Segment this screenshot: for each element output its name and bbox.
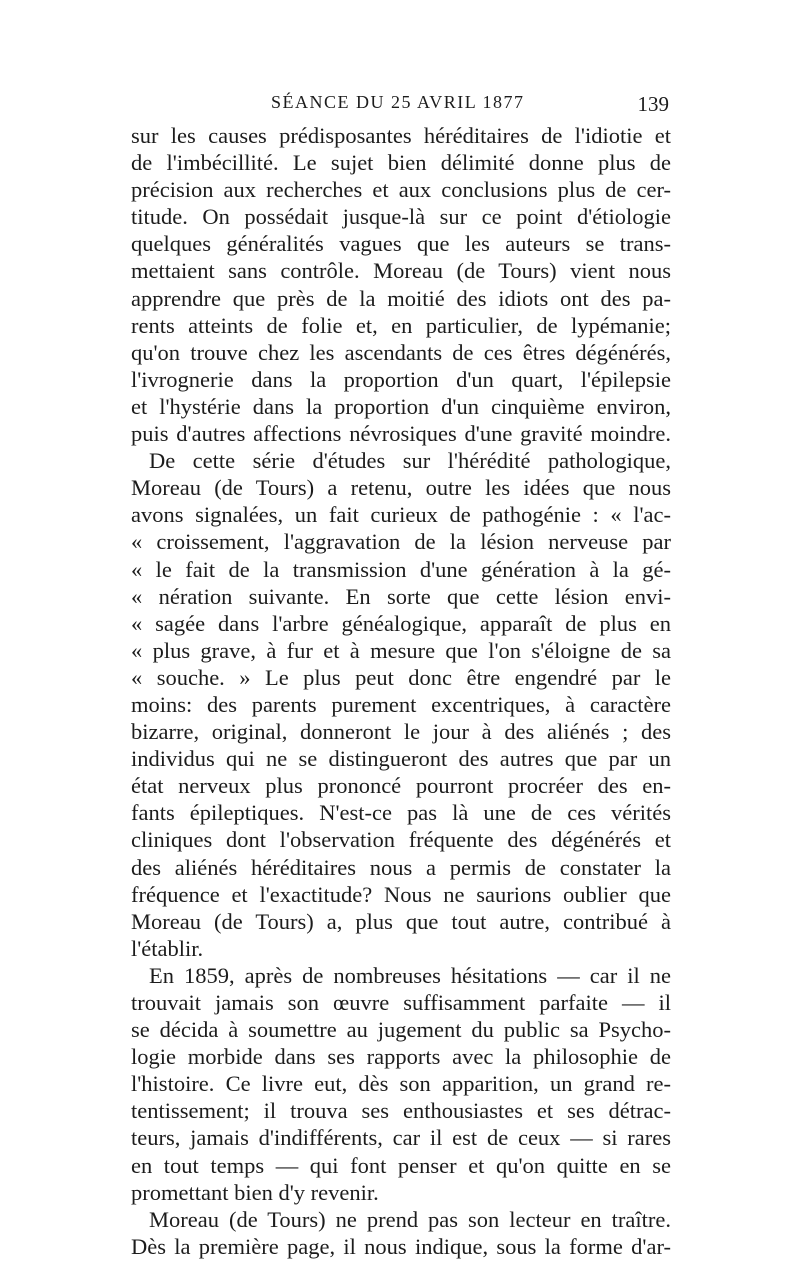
text-line: logie morbide dans ses rapports avec la philosophie de (131, 1044, 671, 1070)
text-line: l'histoire. Ce livre eut, dès son apparition, un grand re- (131, 1071, 671, 1097)
text-line: cliniques dont l'observation fréquente des dégénérés et (131, 827, 671, 853)
page-number: 139 (637, 92, 669, 116)
text-line: « plus grave, à fur et à mesure que l'on s'éloigne de sa (131, 637, 671, 663)
text-line: « croissement, l'aggravation de la lésion nerveuse par (131, 529, 671, 555)
text-line: et l'hystérie dans la proportion d'un cinquième environ, (131, 393, 671, 419)
body-text (131, 122, 671, 1260)
text-line: se décida à soumettre au jugement du public sa Psycho- (131, 1017, 671, 1043)
text-line: en tout temps — qui font penser et qu'on quitte en se (131, 1152, 671, 1178)
text-line: des aliénés héréditaires nous a permis de constater la (131, 854, 671, 880)
text-line: teurs, jamais d'indifférents, car il est de ceux — si rares (131, 1125, 671, 1151)
text-line: état nerveux plus prononcé pourront procréer des en- (131, 773, 671, 799)
text-line: Dès la première page, il nous indique, sous la forme d'ar- (131, 1233, 671, 1259)
text-line: De cette série d'études sur l'hérédité pathologique, (149, 448, 671, 474)
text-line: individus qui ne se distingueront des autres que par un (131, 746, 671, 772)
text-line: précision aux recherches et aux conclusions plus de cer- (131, 177, 671, 203)
text-line: « nération suivante. En sorte que cette lésion envi- (131, 583, 671, 609)
text-line: « le fait de la transmission d'une génération à la gé- (131, 556, 671, 582)
text-line: moins: des parents purement excentriques, à caractère (131, 691, 671, 717)
text-line: tentissement; il trouva ses enthousiastes et ses détrac- (131, 1098, 671, 1124)
text-line: bizarre, original, donneront le jour à des aliénés ; des (131, 719, 671, 745)
text-line: avons signalées, un fait curieux de pathogénie : « l'ac- (131, 502, 671, 528)
text-line: mettaient sans contrôle. Moreau (de Tours) vient nous (131, 258, 671, 284)
text-line: puis d'autres affections névrosiques d'une gravité moindre. (131, 421, 671, 447)
text-line: Moreau (de Tours) a retenu, outre les idées que nous (131, 475, 671, 501)
text-line: En 1859, après de nombreuses hésitations — car il ne (149, 962, 671, 988)
text-line: l'ivrognerie dans la proportion d'un quart, l'épilepsie (131, 366, 671, 392)
text-line: fréquence et l'exactitude? Nous ne saurions oublier que (131, 881, 671, 907)
text-line: qu'on trouve chez les ascendants de ces êtres dégénérés, (131, 339, 671, 365)
running-head-title: SÉANCE DU 25 AVRIL 1877 (271, 92, 525, 112)
text-line: promettant bien d'y revenir. (131, 1179, 379, 1205)
text-line: sur les causes prédisposantes héréditaires de l'idiotie et (131, 123, 671, 148)
text-line: Moreau (de Tours) ne prend pas son lecteur en traître. (149, 1206, 671, 1232)
running-head (131, 92, 671, 116)
text-line: « sagée dans l'arbre généalogique, apparaît de plus en (131, 610, 671, 636)
text-line: rents atteints de folie et, en particulier, de lypémanie; (131, 312, 671, 338)
text-line: apprendre que près de la moitié des idiots ont des pa- (131, 285, 671, 311)
text-line: de l'imbécillité. Le sujet bien délimité donne plus de (131, 150, 671, 176)
text-line: trouvait jamais son œuvre suffisamment parfaite — il (131, 990, 671, 1015)
text-line: l'établir. (131, 935, 204, 961)
text-line: Moreau (de Tours) a, plus que tout autre, contribué à (131, 908, 671, 934)
text-line: quelques généralités vagues que les auteurs se trans- (131, 231, 671, 257)
text-line: titude. On possédait jusque-là sur ce point d'étiologie (131, 204, 671, 230)
text-line: « souche. » Le plus peut donc être engendré par le (131, 664, 671, 690)
text-line: fants épileptiques. N'est-ce pas là une de ces vérités (131, 800, 671, 826)
